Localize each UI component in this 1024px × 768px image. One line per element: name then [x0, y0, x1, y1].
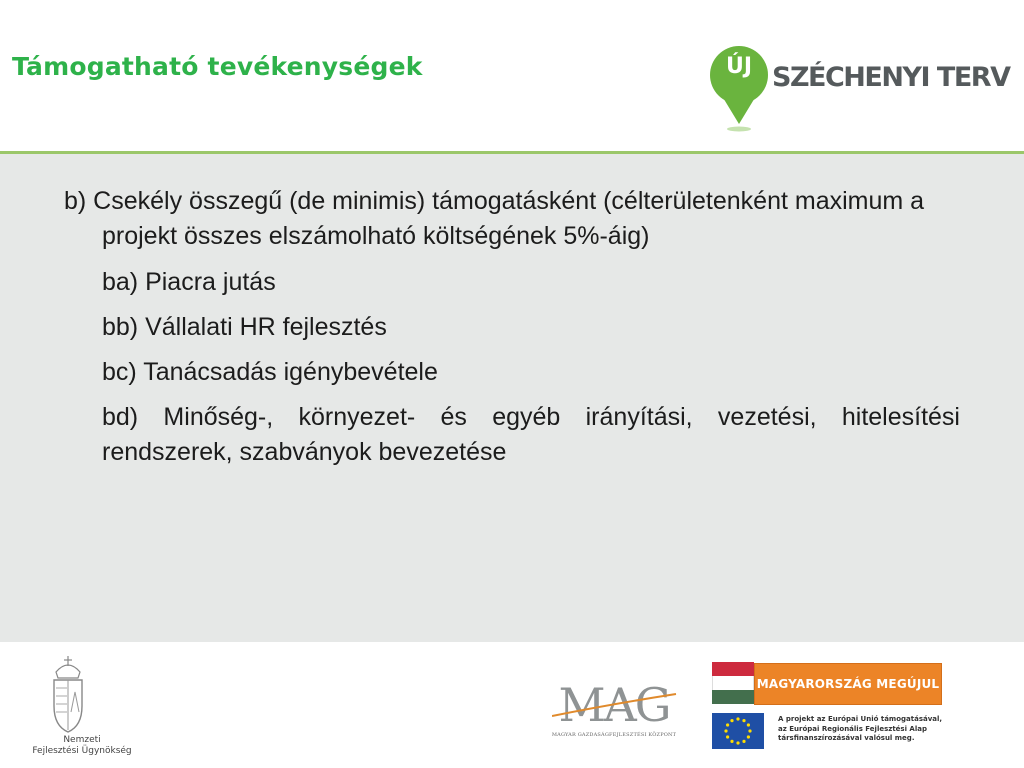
uj-szechenyi-terv-logo: [708, 44, 1008, 140]
magyarorszag-megujul-banner: MAGYARORSZÁG MEGÚJUL: [754, 663, 942, 705]
list-item-main: b) Csekély összegű (de minimis) támogatásként (célterületenként maximum a projekt összes elszámolható költségének 5%-áig): [64, 187, 925, 250]
list-item-sub: ba) Piacra jutás: [102, 268, 276, 296]
coat-of-arms-icon: [48, 656, 88, 734]
brand-name: SZÉCHENYI TERV: [772, 62, 1010, 93]
mag-caption: MAGYAR GAZDASÁGFEJLESZTÉSI KÖZPONT: [551, 732, 677, 738]
nfu-label: Nemzeti Fejlesztési Ügynökség: [32, 735, 132, 756]
eu-flag-icon: [712, 713, 764, 749]
mag-swoosh-icon: [552, 690, 678, 730]
slide-header: [0, 0, 1024, 152]
list-item-sub: bc) Tanácsadás igénybevétele: [102, 358, 438, 386]
list-item-sub: bd) Minőség-, környezet- és egyéb irányítási, vezetési, hitelesítési rendszerek, szabványok bevezetése: [102, 403, 960, 466]
hungarian-flag-icon: [712, 662, 754, 704]
body-text: [64, 184, 960, 480]
slide-footer: [0, 642, 1024, 768]
mag-logo: [546, 680, 682, 740]
eu-funding-note: A projekt az Európai Unió támogatásával, az Európai Regionális Fejlesztési Alap társfinanszírozásával valósul meg.: [778, 715, 943, 742]
slide-content: [0, 154, 1024, 642]
list-item-sub: bb) Vállalati HR fejlesztés: [102, 313, 387, 341]
mag-wordmark: MAG: [558, 678, 670, 732]
slide-title: Támogatható tevékenységek: [12, 52, 423, 81]
brand-pin-label: ÚJ: [725, 54, 753, 79]
